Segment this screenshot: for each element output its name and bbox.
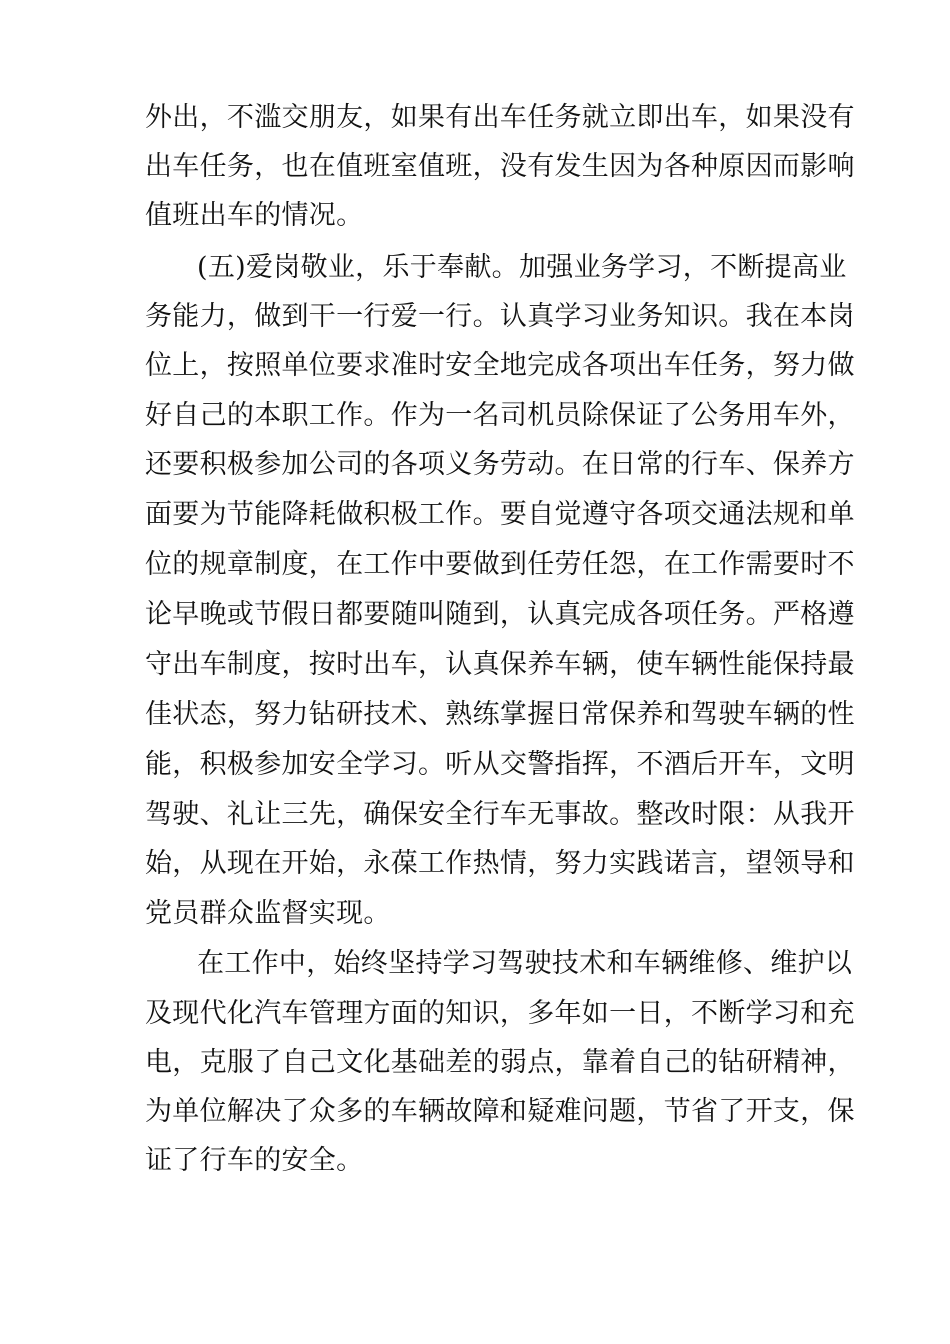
text-line: 能，积极参加安全学习。听从交警指挥，不酒后开车，文明	[145, 749, 855, 780]
text-line: 电，克服了自己文化基础差的弱点，靠着自己的钻研精神，	[145, 1047, 855, 1078]
text-line: 守出车制度，按时出车，认真保养车辆，使车辆性能保持最	[145, 649, 855, 680]
text-line: 佳状态，努力钻研技术、熟练掌握日常保养和驾驶车辆的性	[145, 699, 855, 730]
paragraph-start-line: (五)爱岗敬业，乐于奉献。加强业务学习，不断提高业	[197, 252, 847, 283]
text-line: 及现代化汽车管理方面的知识，多年如一日，不断学习和充	[145, 998, 855, 1029]
text-line: 证了行车的安全。	[145, 1145, 364, 1176]
text-line: 为单位解决了众多的车辆故障和疑难问题，节省了开支，保	[145, 1096, 855, 1127]
text-line: 位上，按照单位要求准时安全地完成各项出车任务，努力做	[145, 350, 855, 381]
text-line: 面要为节能降耗做积极工作。要自觉遵守各项交通法规和单	[145, 499, 855, 530]
text-line: 论早晚或节假日都要随叫随到，认真完成各项任务。严格遵	[145, 599, 855, 630]
text-line: 出车任务，也在值班室值班，没有发生因为各种原因而影响	[145, 151, 855, 182]
text-line: 还要积极参加公司的各项义务劳动。在日常的行车、保养方	[145, 449, 855, 480]
text-line: 外出，不滥交朋友，如果有出车任务就立即出车，如果没有	[145, 102, 855, 133]
text-line: 位的规章制度，在工作中要做到任劳任怨，在工作需要时不	[145, 549, 855, 580]
text-line: 始，从现在开始，永葆工作热情，努力实践诺言，望领导和	[145, 848, 855, 879]
text-line: 党员群众监督实现。	[145, 898, 391, 929]
text-line: 好自己的本职工作。作为一名司机员除保证了公务用车外，	[145, 400, 855, 431]
paragraph-start-line: 在工作中，始终坚持学习驾驶技术和车辆维修、维护以	[197, 948, 853, 979]
text-line: 值班出车的情况。	[145, 200, 364, 231]
text-line: 务能力，做到干一行爱一行。认真学习业务知识。我在本岗	[145, 301, 855, 332]
text-line: 驾驶、礼让三先，确保安全行车无事故。整改时限：从我开	[145, 799, 855, 830]
